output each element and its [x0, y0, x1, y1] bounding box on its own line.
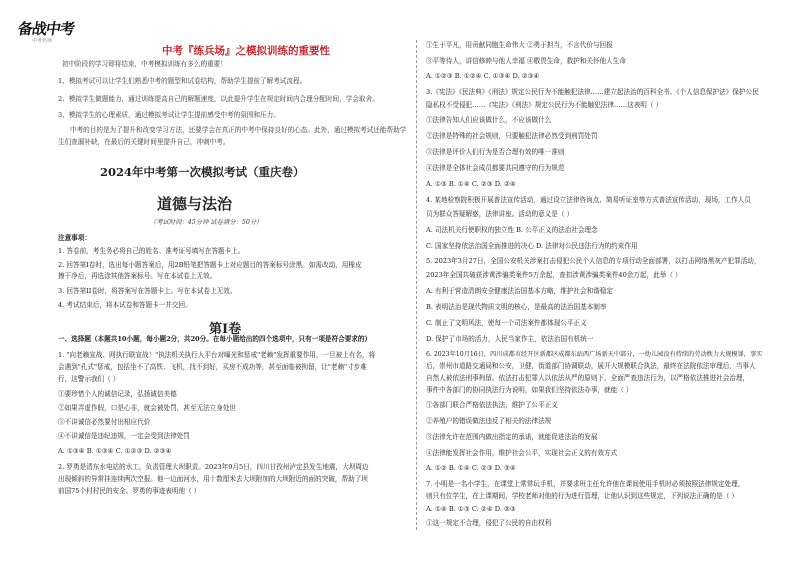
q3-option-4: ④法律是全体社会成员都要共同遵守的行为规范: [426, 164, 565, 172]
q6-option-3: ③法律允许在范围内做出指定的承诺，就能促进法治的发展: [426, 433, 598, 441]
note-4: 4. 考试结束后，将本试卷和答题卡一并交回。: [58, 301, 192, 309]
q3-option-2: ②法律是特殊的社会规则，只要触犯法律必然受到刑罚处罚: [426, 132, 598, 140]
q2-line-c: 前国75个村村民的安全。罗勇的事迹表明他（ ）: [58, 487, 201, 495]
note-2a: 2. 回答第I卷时，选出每小题答案后，用2B铅笔把答题卡上对应题目的答案标号涂黑。如需改动，用橡皮: [58, 261, 362, 269]
q5-line-a: 5. 2023年3月27日，全国公安机关涉案打击侵犯公民个人信息的专项行动全面部署，以打击网络黑灰产犯罪活动，: [426, 257, 761, 265]
q3-answers: A. ①③ B. ①④ C. ②③ D. ②④: [426, 180, 516, 188]
q1-line-a: 1. "向老赖宣战、网执行联宣战！"执法机关执行人平台对曝光和惩戒"老赖"发挥重要作用，一旦被上有名，将: [58, 351, 376, 359]
q7-answers: A. ①④ B. ①③ C. ②④ D. ②③: [426, 505, 516, 513]
q4-line-b: 员为群众答疑解惑，法律讲座。活动的意义是（ ）: [426, 210, 574, 218]
q6-option-1: ①各部门联合严格依法执法，维护了公平正义: [426, 401, 558, 409]
q6-line-b: 后，崇州市道路交通局和公安，卫健，街道部门协调联动，展开大规模联合执法，最终在法院依法审理后，当事人: [426, 362, 756, 370]
right-column: [420, 0, 766, 562]
q3-line-b: 隐私权不受侵犯……《宪法》《刑法》规定公民行为不能触犯法律……这表明（ ）: [426, 101, 663, 109]
intro-p5a: 中考的目的是为了提升和改变学习方法，还要学会在真正的中考中保持良好的心态。此外，通过模拟考试还能帮助学: [70, 126, 407, 134]
note-2b: 擦干净后，再选涂其他答案标号。写在本试卷上无效。: [58, 272, 217, 280]
q5-line-b: 2023年全国共破获涉黄涉骗类案件5万余起，查扣涉黄涉骗类案件40余万起，此举（ ）: [426, 271, 682, 279]
q6-answers: A. ①② B. ①④ C. ②③ D. ③④: [426, 464, 516, 472]
q1-line-b: 会遇到"孔式"惩戒，包括坐不了高铁、飞机，找不到好，买房不成功等，甚至面临被拘留，让"老赖"寸步难: [58, 363, 367, 371]
q5-option-d: D. 保护了市场的活力，人民当家作主，依法治国有机统一: [426, 335, 594, 343]
q3-option-1: ①法律告知人们应该做什么，不应该做什么: [426, 116, 552, 124]
intro-p2: 1、模拟考试可以让学生们熟悉中考的题型和试卷结构，帮助学生提前了解考试流程。: [58, 77, 307, 85]
exam-title: 2024年中考第一次模拟考试（重庆卷）: [100, 165, 305, 179]
right-line-2: ③平等待人，讲信修睦与他人幸福 ④敬畏生命，救护和关怀他人生命: [426, 57, 626, 65]
q1-answers: A. ①③④ B. ①③④ C. ①②③ D. ②③④: [58, 447, 172, 455]
q1-option-2: ②如果弄虚作假，口是心非，就会被处罚，甚至无法立身处世: [58, 404, 237, 412]
q3-option-3: ③法律是评价人们行为是否合理有效的唯一准则: [426, 148, 565, 156]
section-title: 第I卷: [209, 322, 242, 337]
intro-p5b: 生们查漏补缺，在最后的关键时间里提升自己，冲刺中考。: [58, 138, 230, 146]
q1-option-3: ③不讲诚信必然要付出相应代价: [58, 418, 151, 426]
logo-text: 备战中考: [16, 20, 76, 38]
column-divider: [416, 40, 417, 530]
q5-option-a: A. 有利于营造清朗安全健康法治国基本方略，维护社会和谐稳定: [426, 287, 613, 295]
q6-line-c: 自然人被依法刑事拘留。依法打击犯罪人以依法从严的原则下，全面严查违法行为，以严格依法推进社会治理，: [426, 374, 750, 382]
right-line-3: A. ①②③ B. ①②④ C. ①③④ D. ②③④: [426, 72, 540, 80]
section-instructions: 一、选择题（本题共10小题，每小题2分，共20分。在每小题给出的四个选项中，只有一项是符合要求的）: [58, 335, 372, 343]
logo-subtext: 中考名师: [32, 38, 53, 44]
exam-meta: （考试时间：45分钟 试卷满分：50分）: [150, 219, 263, 226]
left-column: [58, 0, 414, 562]
q1-option-1: ①要珍惜个人的诚信记录，弘扬诚信美德: [58, 390, 177, 398]
q3-line-a: 3.《宪法》《民法典》《刑法》规定公民行为不能触犯法律……建立起法治的百科全书、《个人信息保护法》保护公民: [426, 88, 759, 96]
q4-option-ab: A. 司法机关行使职权的独立性 B. 公平正义的法治社会理念: [426, 226, 598, 234]
q6-option-2: ②养殖户的错误做法违反了相关的法律法规: [426, 417, 552, 425]
note-3: 3. 回答第II卷时，将答案写在答题卡上。写在本试卷上无效。: [58, 287, 237, 295]
intro-p3: 2、模拟学生做题能力，通过训练提高自己的解题速度，以此提升学生在规定时间内合理分配时间，学会取舍。: [58, 95, 379, 103]
right-line-1: ①生于平凡，用贡献同胞生命伟大 ②勇于担当，不言代价与回报: [426, 41, 613, 49]
note-1: 1. 答卷前，考生务必将自己的姓名、准考证号填写在答题卡上。: [58, 247, 245, 255]
intro-p1: 初中阶段的学习即将结束，中考模拟训练有多么的重要！: [62, 60, 227, 68]
q7-line-a: 7. 小明是一名小学生，在课堂上常常玩手机，并要求班主任允许他在课间使用手机时必须按照法律规定处理，: [426, 480, 745, 488]
q6-line-a: 6. 2023年10月16日，四川成都市经开区新都区成都东站西广场新天中部分，一幼儿园没有持续的劳动秩力大规模罪，事实: [426, 351, 763, 358]
q7-option-1: ①这一规定不合理，侵犯了公民的自由权利: [426, 519, 552, 527]
header-title: 中考『练兵场』之模拟训练的重要性: [162, 45, 330, 57]
q1-option-4: ④不讲诚信是违纪违规，一定会受到法律处罚: [58, 432, 190, 440]
q4-line-a: 4. 某地检察院积极开展普法宣传活动，通过设立法律咨询点、简易听证室等方式普法宣传活动，现场，工作人员: [426, 196, 751, 204]
q6-line-d: 事件中各部门的协同执法行为说明，如果我们坚持依法办事，就能（ ）: [426, 386, 633, 394]
q7-line-b: 则只有位学生，在上课期间，学校老师对他的行为进行管理，让他认识到这些规定，下列说法正确的是（ ）: [426, 492, 739, 500]
q6-option-4: ④法律能发挥社会作用，维护社会公平，实现社会正义的有效方式: [426, 449, 618, 457]
q5-option-c: C. 制止了文明风法，使每一个司法案件都体现公平正义: [426, 319, 587, 327]
notes-heading: 注意事项：: [58, 234, 91, 242]
intro-p4: 3、模拟学生的心理素质，通过模拟考试让学生提前感受中考的氛围和压力。: [58, 111, 280, 119]
q2-line-a: 2. 罗勇是清东水电站的水工，负责管理大坝职责。2023年9月5日，四川甘孜州泸定县发生地震，大坝周边: [58, 463, 369, 471]
q2-line-b: 出现倾斜的异常挂连续两次空报。他一边面河水，用十数厘米去大坝附加的大坝附近的面的突破，帮助了坝: [58, 475, 368, 483]
exam-subject: 道德与法治: [157, 195, 233, 213]
q1-line-c: 行，这警示我们（ ）: [58, 375, 120, 383]
q5-option-b: B. 表明法治是现代物质文明的核心，是最高的法治国基本制率: [426, 303, 607, 311]
q4-option-cd: C. 国家坚持依法治国全面推进的决心 D. 法律对公民违法行为的约束作用: [426, 242, 638, 250]
